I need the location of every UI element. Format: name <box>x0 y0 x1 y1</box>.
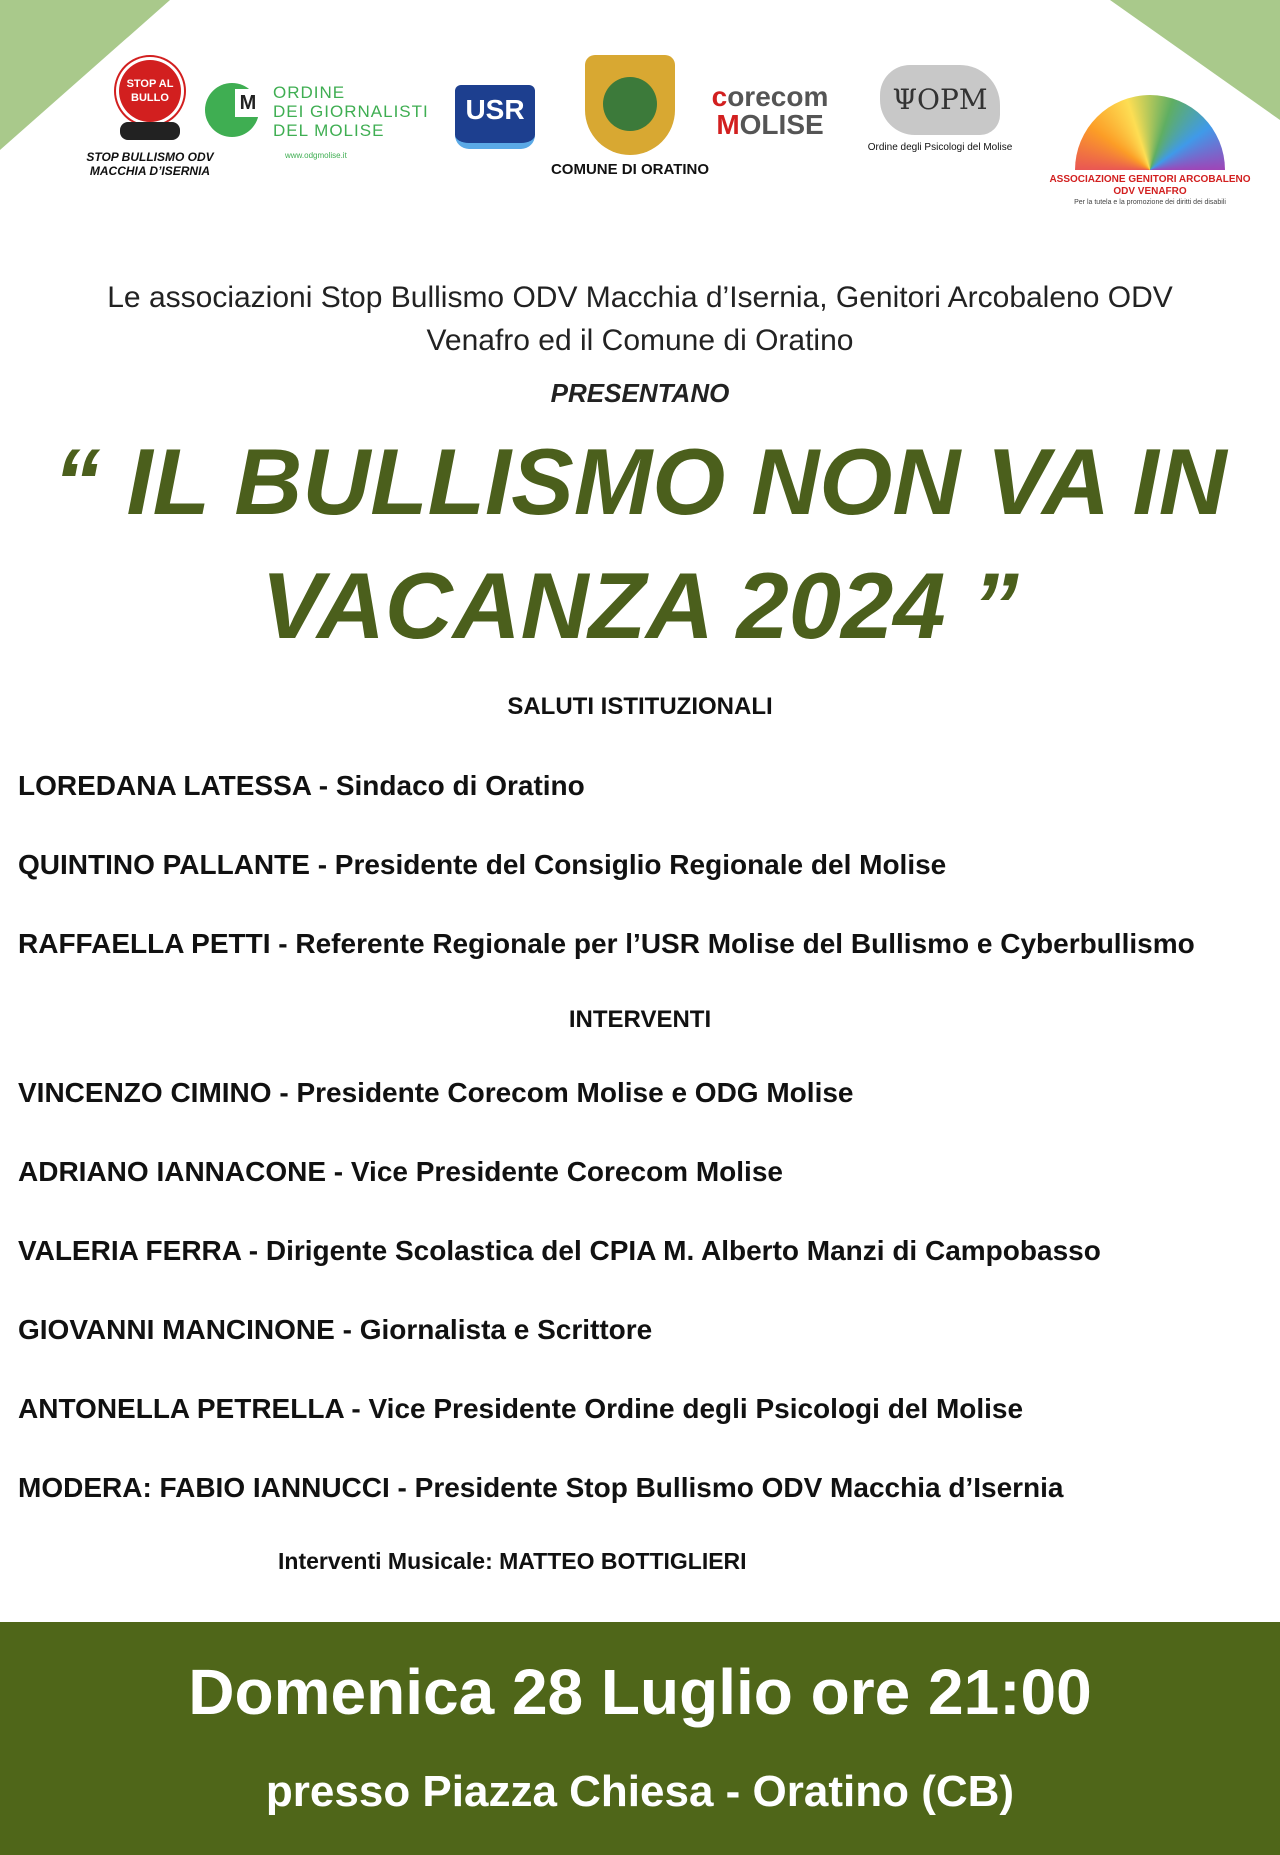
speaker-row: RAFFAELLA PETTI - Referente Regionale per l’USR Molise del Bullismo e Cyberbullismo <box>18 928 1195 959</box>
corecom-line-2 <box>700 111 840 139</box>
odg-line-3: DEL MOLISE <box>273 121 385 140</box>
molise-map-icon: ΨOPM <box>880 65 1000 135</box>
speaker-row: LOREDANA LATESSA - Sindaco di Oratino <box>18 770 585 801</box>
event-title <box>0 420 1280 668</box>
speaker-row: ANTONELLA PETRELLA - Vice Presidente Ordine degli Psicologi del Molise <box>18 1393 1024 1424</box>
arcobaleno-line-3: Per la tutela e la promozione dei diritti dei disabili <box>1074 199 1226 206</box>
crest-icon <box>585 55 675 155</box>
usr-logo <box>455 85 545 155</box>
odg-name <box>273 83 429 140</box>
usr-book-icon: USR <box>455 85 535 149</box>
stop-bullismo-caption-2: MACCHIA D’ISERNIA <box>89 164 211 178</box>
speaker-row: VALERIA FERRA - Dirigente Scolastica del CPIA M. Alberto Manzi di Campobasso <box>18 1235 1101 1266</box>
stop-bullismo-caption-1: STOP BULLISMO ODV <box>86 150 214 164</box>
comune-oratino-logo <box>535 55 725 177</box>
speaker-row: ADRIANO IANNACONE - Vice Presidente Corecom Molise <box>18 1156 783 1187</box>
intro-text <box>40 276 1240 362</box>
saluti-heading: SALUTI ISTITUZIONALI <box>507 693 773 720</box>
intro-line-1: Le associazioni Stop Bullismo ODV Macchia d’Isernia, Genitori Arcobaleno ODV <box>107 281 1173 314</box>
odg-mark-letter: M <box>235 89 261 117</box>
odg-mark-icon <box>205 83 259 137</box>
opm-caption: Ordine degli Psicologi del Molise <box>867 142 1013 153</box>
rainbow-icon <box>1075 95 1225 170</box>
corecom-red-m: M <box>716 109 740 140</box>
event-date: Domenica 28 Luglio ore 21:00 <box>188 1656 1092 1728</box>
presentano-label: PRESENTANO <box>550 378 730 408</box>
title-line-2: VACANZA 2024 ” <box>261 553 1019 658</box>
event-footer <box>0 1622 1280 1855</box>
intro-line-2: Venafro ed il Comune di Oratino <box>426 324 854 357</box>
genitori-arcobaleno-logo <box>1035 95 1265 207</box>
title-line-1: “ IL BULLISMO NON VA IN <box>53 429 1227 534</box>
arcobaleno-line-2: ODV VENAFRO <box>1113 186 1187 197</box>
odg-line-1: ORDINE <box>273 83 346 102</box>
stop-bullismo-logo <box>75 60 225 178</box>
speaker-row: VINCENZO CIMINO - Presidente Corecom Molise e ODG Molise <box>18 1077 854 1108</box>
arcobaleno-line-1: ASSOCIAZIONE GENITORI ARCOBALENO <box>1049 174 1251 185</box>
stop-sign-icon: STOP AL BULLO <box>119 60 181 122</box>
odg-line-2: DEI GIORNALISTI <box>273 102 429 121</box>
speaker-row: GIOVANNI MANCINONE - Giornalista e Scrittore <box>18 1314 653 1345</box>
logos-row <box>0 55 1280 205</box>
stop-feet-icon <box>120 122 180 140</box>
speaker-row: QUINTINO PALLANTE - Presidente del Consiglio Regionale del Molise <box>18 849 947 880</box>
opm-logo <box>860 65 1020 155</box>
event-place: presso Piazza Chiesa - Oratino (CB) <box>265 1767 1015 1816</box>
corecom-molise-logo <box>700 83 840 139</box>
corecom-red-c: c <box>711 81 728 112</box>
corecom-line-1 <box>700 83 840 111</box>
comune-caption: COMUNE DI ORATINO <box>550 161 710 178</box>
interventi-heading: INTERVENTI <box>568 1006 712 1033</box>
odg-url: www.odgmolise.it <box>285 151 347 160</box>
corecom-rest: orecom <box>727 81 829 112</box>
music-credit: Interventi Musicale: MATTEO BOTTIGLIERI <box>278 1548 747 1574</box>
molise-rest: OLISE <box>739 109 824 140</box>
moderator-row: MODERA: FABIO IANNUCCI - Presidente Stop Bullismo ODV Macchia d’Isernia <box>18 1472 1064 1503</box>
